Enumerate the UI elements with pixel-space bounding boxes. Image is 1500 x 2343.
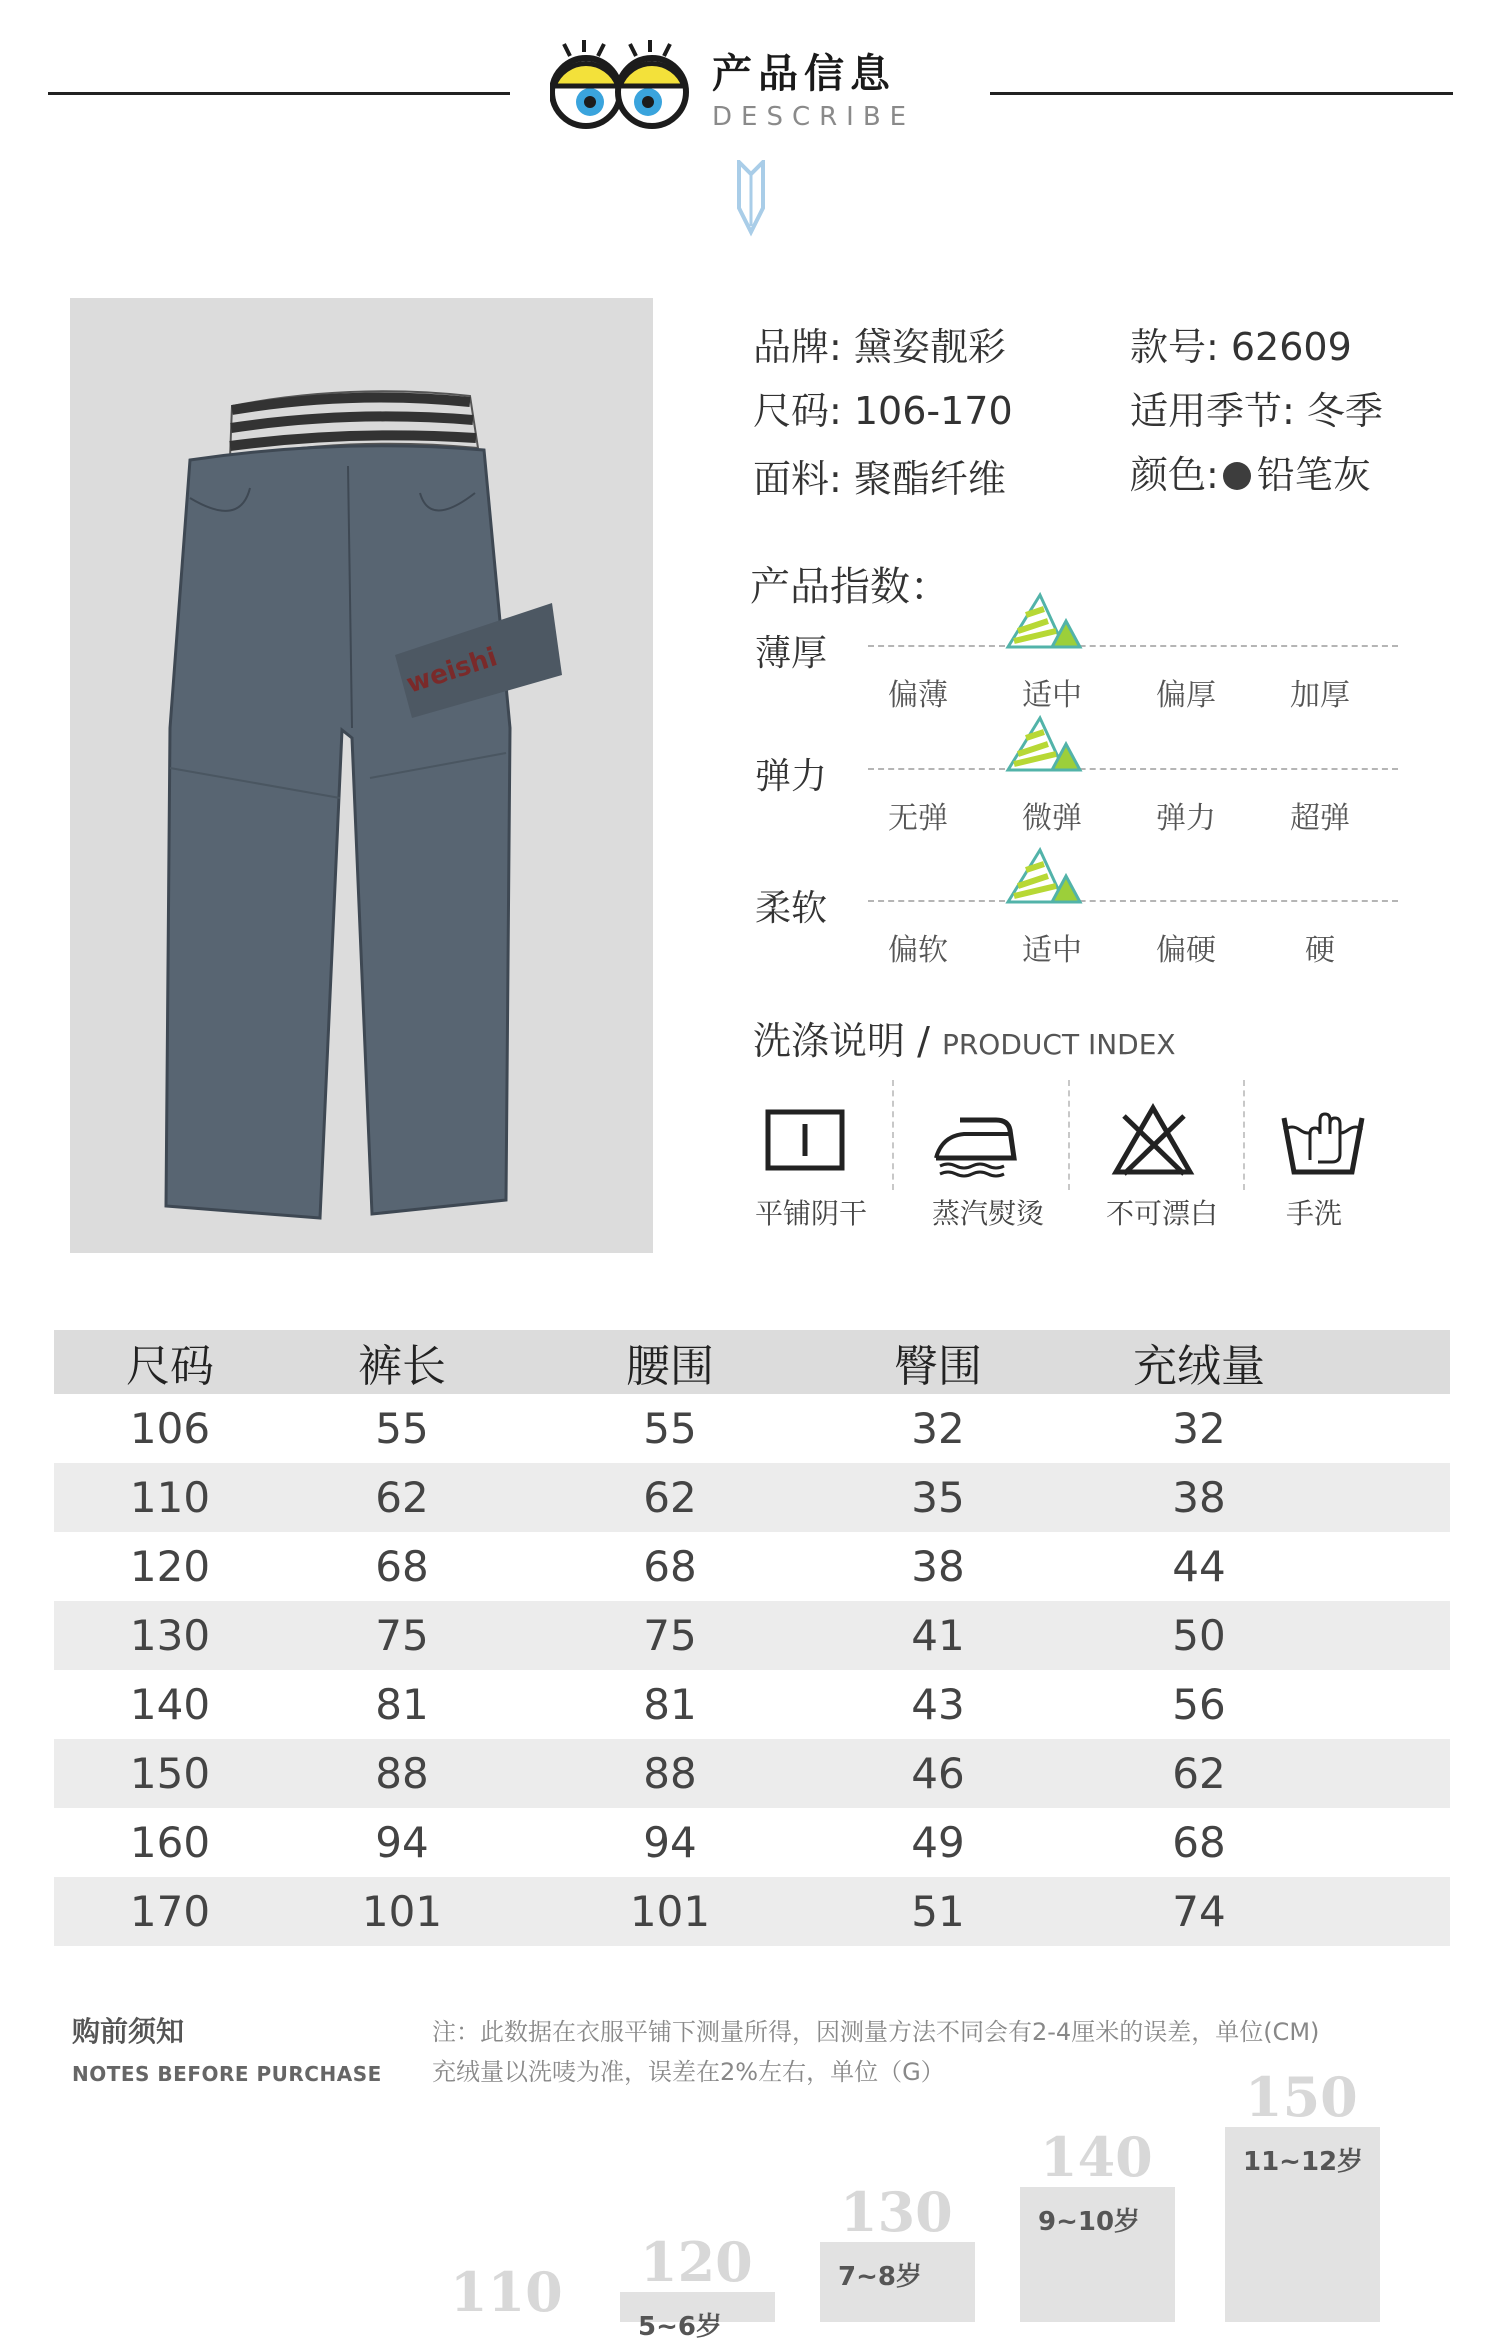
wash-label: 手洗: [1285, 1197, 1342, 1230]
table-cell: 74: [1172, 1887, 1226, 1936]
info-season: 适用季节: 冬季: [1130, 389, 1383, 433]
table-header-cell: 腰围: [626, 1341, 714, 1392]
height-bar-label: 110: [450, 2260, 563, 2324]
height-bar-age: 7~8岁: [838, 2262, 922, 2292]
table-row: [54, 1463, 1450, 1532]
table-row: [54, 1601, 1450, 1670]
table-cell: 94: [643, 1818, 697, 1867]
index-option: 加厚: [1290, 678, 1350, 713]
height-bar-age: 5~6岁: [638, 2312, 722, 2342]
index-row-label: 弹力: [755, 756, 828, 797]
wash-title: [753, 1010, 1176, 1065]
index-option: 硬: [1305, 933, 1335, 968]
index-option: 超弹: [1290, 801, 1350, 836]
product-photo: [70, 298, 653, 1253]
header-line-left: [48, 92, 510, 95]
index-marker-icon: [1004, 714, 1084, 774]
table-header: [54, 1330, 1450, 1394]
table-cell: 44: [1172, 1542, 1226, 1591]
table-cell: 101: [629, 1887, 711, 1936]
table-cell: 170: [129, 1887, 211, 1936]
notes-heading-en: NOTES BEFORE PURCHASE: [72, 2062, 382, 2086]
note-line: 充绒量以洗唛为准，误差在2%左右，单位（G）: [432, 2058, 945, 2086]
index-row-label: 柔软: [755, 888, 828, 929]
table-row: [54, 1532, 1450, 1601]
table-cell: 62: [643, 1473, 697, 1522]
wash-divider: [892, 1080, 894, 1190]
table-cell: 43: [911, 1680, 965, 1729]
table-cell: 41: [911, 1611, 965, 1660]
index-marker-icon: [1004, 591, 1084, 651]
table-cell: 81: [643, 1680, 697, 1729]
table-cell: 68: [643, 1542, 697, 1591]
table-cell: 32: [1172, 1404, 1226, 1453]
table-cell: 50: [1172, 1611, 1226, 1660]
table-cell: 81: [375, 1680, 429, 1729]
index-title: 产品指数：: [750, 564, 950, 610]
table-cell: 94: [375, 1818, 429, 1867]
no-bleach-icon: [1108, 1100, 1198, 1180]
steam-iron-icon: [930, 1100, 1020, 1180]
table-cell: 62: [1172, 1749, 1226, 1798]
index-option: 偏薄: [888, 678, 948, 713]
table-cell: 68: [375, 1542, 429, 1591]
wash-title-cn: 洗涤说明 /: [753, 1019, 942, 1063]
color-swatch: [1223, 462, 1251, 490]
table-cell: 56: [1172, 1680, 1226, 1729]
index-option: 偏厚: [1156, 678, 1216, 713]
index-option: 弹力: [1156, 801, 1216, 836]
table-header-cell: 充绒量: [1133, 1341, 1265, 1392]
table-row: [54, 1877, 1450, 1946]
table-cell: 101: [361, 1887, 443, 1936]
table-cell: 88: [375, 1749, 429, 1798]
pants-image: [70, 298, 653, 1253]
index-option: 适中: [1022, 678, 1082, 713]
down-arrow-icon: [731, 160, 771, 240]
table-row: [54, 1739, 1450, 1808]
index-option: 适中: [1022, 933, 1082, 968]
height-bar-label: 140: [1040, 2125, 1153, 2189]
wash-label: 蒸汽熨烫: [931, 1197, 1044, 1230]
size-table: [54, 1330, 1450, 1946]
table-cell: 160: [129, 1818, 211, 1867]
info-color-value: 铅笔灰: [1256, 453, 1371, 497]
table-row: [54, 1670, 1450, 1739]
table-row: [54, 1394, 1450, 1463]
table-cell: 51: [911, 1887, 965, 1936]
index-scale-line: [868, 768, 1398, 770]
table-cell: 150: [129, 1749, 211, 1798]
table-cell: 110: [129, 1473, 211, 1522]
table-cell: 62: [375, 1473, 429, 1522]
table-cell: 120: [129, 1542, 211, 1591]
table-cell: 38: [1172, 1473, 1226, 1522]
info-color-label: 颜色:: [1130, 453, 1219, 497]
table-cell: 75: [375, 1611, 429, 1660]
table-header-cell: 尺码: [126, 1341, 214, 1392]
table-cell: 140: [129, 1680, 211, 1729]
notes-heading: 购前须知: [72, 2015, 185, 2048]
wash-title-en: PRODUCT INDEX: [941, 1028, 1176, 1061]
wash-divider: [1068, 1080, 1070, 1190]
table-cell: 55: [375, 1404, 429, 1453]
index-marker-icon: [1004, 846, 1084, 906]
cartoon-eyes-icon: [550, 34, 690, 134]
table-cell: 49: [911, 1818, 965, 1867]
dry-flat-icon: [762, 1100, 852, 1180]
info-color: [1130, 444, 1371, 499]
table-cell: 38: [911, 1542, 965, 1591]
table-cell: 106: [129, 1404, 211, 1453]
table-header-cell: 裤长: [358, 1341, 446, 1392]
height-bar-label: 130: [840, 2180, 953, 2244]
index-option: 微弹: [1022, 801, 1082, 836]
table-cell: 75: [643, 1611, 697, 1660]
index-row-label: 薄厚: [755, 633, 828, 674]
table-cell: 32: [911, 1404, 965, 1453]
table-cell: 88: [643, 1749, 697, 1798]
height-bar-age: 11~12岁: [1243, 2147, 1364, 2177]
table-cell: 35: [911, 1473, 965, 1522]
height-bar-label: 120: [640, 2230, 753, 2294]
table-cell: 68: [1172, 1818, 1226, 1867]
info-brand: 品牌: 黛姿靓彩: [753, 325, 1006, 369]
index-scale-line: [868, 900, 1398, 902]
index-scale-line: [868, 645, 1398, 647]
index-option: 偏软: [888, 933, 948, 968]
note-line: 注：此数据在衣服平铺下测量所得，因测量方法不同会有2-4厘米的误差，单位(CM): [432, 2018, 1320, 2046]
hand-wash-icon: [1278, 1100, 1368, 1180]
header-subtitle: DESCRIBE: [712, 102, 916, 132]
svg-text:weishi: weishi: [402, 642, 502, 700]
height-bar-label: 150: [1245, 2065, 1358, 2129]
table-row: [54, 1808, 1450, 1877]
header-line-right: [990, 92, 1453, 95]
header-title: 产品信息: [712, 51, 896, 97]
table-header-cell: 臀围: [894, 1341, 982, 1392]
wash-label: 平铺阴干: [754, 1197, 867, 1230]
height-bar-age: 9~10岁: [1038, 2207, 1141, 2237]
wash-label: 不可漂白: [1105, 1197, 1218, 1230]
index-option: 无弹: [888, 801, 948, 836]
info-fabric: 面料: 聚酯纤维: [753, 457, 1006, 501]
info-style-no: 款号: 62609: [1130, 325, 1352, 369]
info-size: 尺码: 106-170: [753, 389, 1013, 433]
table-cell: 130: [129, 1611, 211, 1660]
wash-divider: [1243, 1080, 1245, 1190]
table-cell: 46: [911, 1749, 965, 1798]
index-option: 偏硬: [1156, 933, 1216, 968]
table-cell: 55: [643, 1404, 697, 1453]
